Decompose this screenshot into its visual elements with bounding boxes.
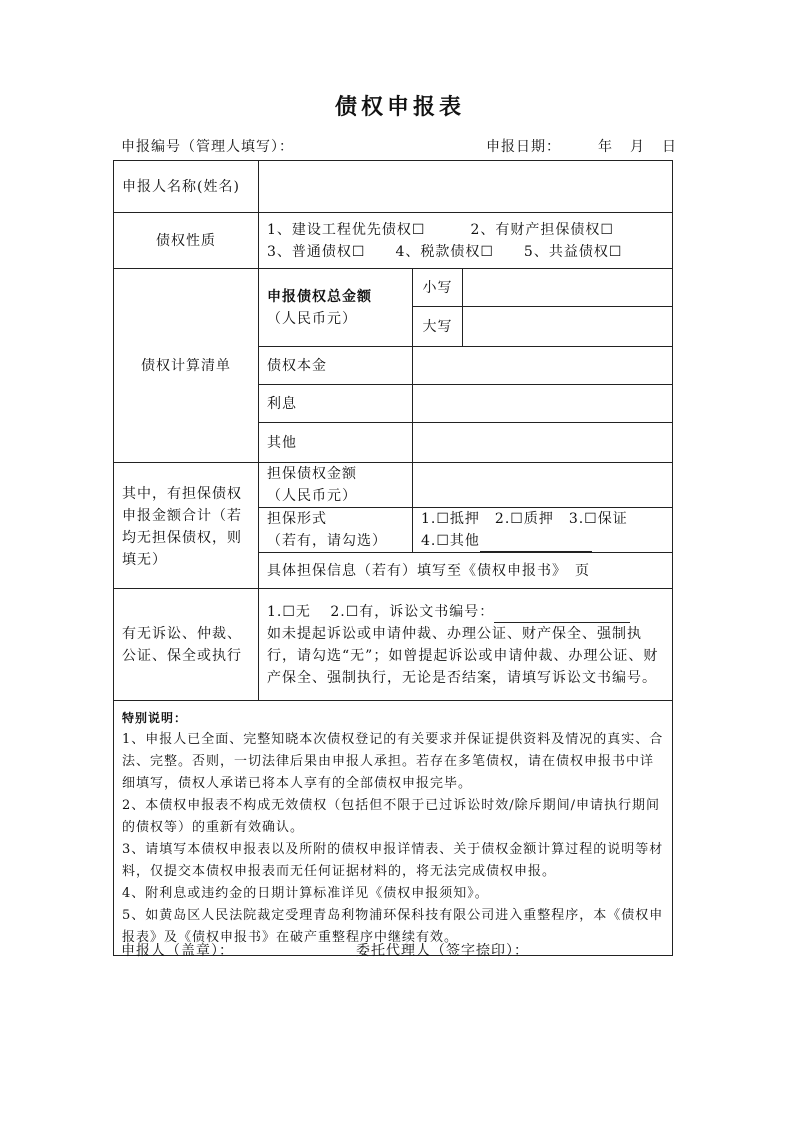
date-day: 日 bbox=[662, 139, 677, 155]
litigation-options[interactable] bbox=[267, 601, 664, 623]
applicant-name-field[interactable] bbox=[259, 161, 673, 213]
interest-label: 利息 bbox=[259, 385, 413, 423]
principal-field[interactable] bbox=[413, 347, 673, 385]
secured-form-line-1[interactable]: 1.☐抵押 2.☐质押 3.☐保证 bbox=[421, 511, 628, 527]
applicant-name-label: 申报人名称(姓名) bbox=[114, 161, 259, 213]
litigation-option-none[interactable]: 1.☐无 bbox=[267, 603, 311, 620]
claim-form-table bbox=[113, 160, 673, 956]
upper-case-field[interactable] bbox=[463, 307, 673, 347]
secured-amount-unit: （人民币元） bbox=[267, 488, 357, 504]
litigation-number-field[interactable] bbox=[494, 604, 630, 623]
lower-case-label: 小写 bbox=[413, 269, 463, 307]
claim-nature-line-2[interactable]: 3、普通债权☐ 4、税款债权☐ 5、共益债权☐ bbox=[267, 243, 623, 260]
secured-form-options[interactable] bbox=[413, 508, 673, 553]
total-amount-unit: （人民币元） bbox=[267, 310, 357, 327]
claim-nature-line-1[interactable]: 1、建设工程优先债权☐ 2、有财产担保债权☐ bbox=[267, 221, 614, 238]
interest-field[interactable] bbox=[413, 385, 673, 423]
total-amount-title: 申报债权总金额 bbox=[267, 288, 372, 305]
note-item: 3、请填写本债权申报表以及所附的债权申报详情表、关于债权金额计算过程的说明等材料，仅提交本债权申报表而无任何证据材料的，将无法完成债权申报。 bbox=[122, 842, 664, 879]
applicant-seal-label: 申报人（盖章）： bbox=[121, 943, 234, 959]
note-item: 1、申报人已全面、完整知晓本次债权登记的有关要求并保证提供资料及情况的真实、合法、完整。否则，一切法律后果由申报人承担。若存在多笔债权，请在债权申报书中详细填写，债权人承诺已将本人享有的全部债权申报完毕。 bbox=[122, 732, 664, 791]
other-field[interactable] bbox=[413, 423, 673, 463]
note-item: 4、附利息或违约金的日期计算标准详见《债权申报须知》。 bbox=[122, 886, 489, 901]
principal-label: 债权本金 bbox=[259, 347, 413, 385]
secured-form-title: 担保形式 bbox=[267, 511, 327, 527]
page-title: 债权申报表 bbox=[334, 94, 465, 120]
note-item: 5、如黄岛区人民法院裁定受理青岛利物浦环保科技有限公司进入重整程序，本《债权申报表》及《债权申报书》在破产重整程序中继续有效。 bbox=[122, 908, 664, 945]
claim-nature-label: 债权性质 bbox=[114, 213, 259, 269]
litigation-label: 有无诉讼、仲裁、公证、保全或执行 bbox=[114, 589, 259, 701]
secured-amount-label bbox=[259, 463, 413, 508]
number-label: 申报编号（管理人填写）： bbox=[121, 139, 294, 155]
date-month: 月 bbox=[630, 139, 645, 155]
total-amount-label bbox=[259, 269, 413, 347]
secured-amount-title: 担保债权金额 bbox=[267, 466, 357, 482]
upper-case-label: 大写 bbox=[413, 307, 463, 347]
note-item: 2、本债权申报表不构成无效债权（包括但不限于已过诉讼时效/除斥期间/申请执行期间的债权等）的重新有效确认。 bbox=[122, 798, 661, 835]
litigation-content[interactable] bbox=[259, 589, 673, 701]
claim-calc-label: 债权计算清单 bbox=[114, 269, 259, 463]
secured-info-text: 具体担保信息（若有）填写至《债权申报书》 页 bbox=[259, 553, 673, 589]
claim-nature-options[interactable] bbox=[259, 213, 673, 269]
litigation-option-yes[interactable]: 2.☐有，诉讼文书编号： bbox=[330, 603, 495, 620]
secured-form-hint: （若有，请勾选） bbox=[267, 533, 387, 549]
secured-amount-field[interactable] bbox=[413, 463, 673, 508]
special-notes bbox=[114, 701, 673, 956]
litigation-instructions: 如未提起诉讼或申请仲裁、办理公证、财产保全、强制执行，请勾选“无”；如曾提起诉讼或申请仲裁、办理公证、财产保全、强制执行，无论是否结案，请填写诉讼文书编号。 bbox=[267, 625, 659, 686]
lower-case-field[interactable] bbox=[463, 269, 673, 307]
secured-claim-label: 其中，有担保债权申报金额合计（若均无担保债权，则填无） bbox=[114, 463, 259, 589]
other-label: 其他 bbox=[259, 423, 413, 463]
notes-heading: 特别说明： bbox=[122, 711, 188, 725]
secured-form-label bbox=[259, 508, 413, 553]
agent-signature-label: 委托代理人（签字捺印）： bbox=[356, 943, 529, 959]
date-year: 年 bbox=[598, 139, 613, 155]
date-label: 申报日期： bbox=[486, 139, 561, 155]
secured-form-line-2[interactable]: 4.☐其他 bbox=[421, 530, 664, 552]
